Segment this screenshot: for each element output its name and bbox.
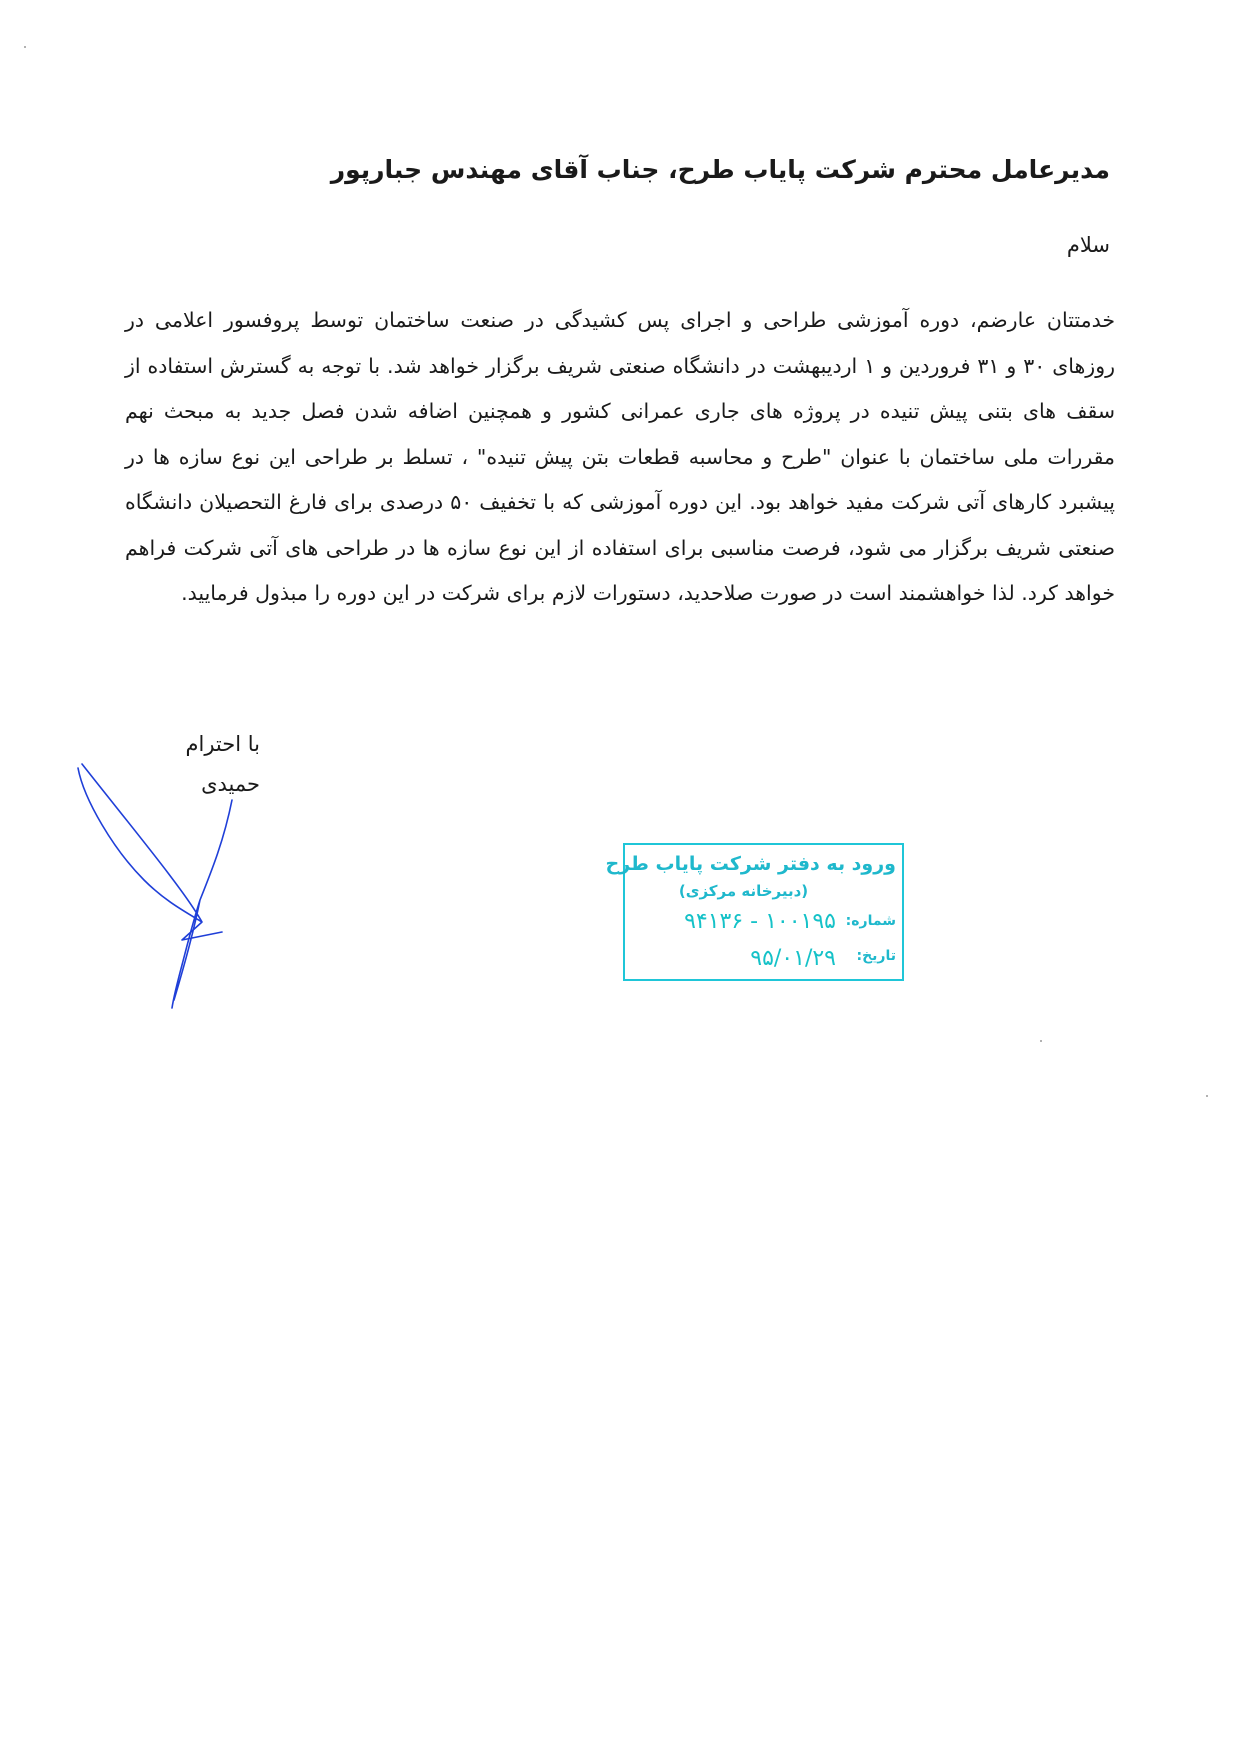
letter-body: خدمتتان عارضم، دوره آموزشی طراحی و اجرای پس کشیدگی در صنعت ساختمان توسط پروفسور اعلامی در روزهای ۳۰ و ۳۱ فروردین و ۱ اردیبهشت در دانشگاه صنعتی شریف برگزار خواهد شد. با توجه به گسترش استفاده از سقف های بتنی پیش تنیده در پروژه های جاری عمرانی کشور و همچنین اضافه شدن فصل جدید به مبحث نهم مقررات ملی ساختمان با عنوان "طرح و محاسبه قطعات بتن پیش تنیده" ، تسلط بر طراحی این نوع سازه ها در پیشبرد کارهای آتی شرکت مفید خواهد بود. این دوره آموزشی که با تخفیف ۵۰ درصدی برای فارغ التحصیلان دانشگاه صنعتی شریف برگزار می شود، فرصت مناسبی برای استفاده از این نوع سازه ها در طراحی های آتی شرکت فراهم خواهد کرد. لذا خواهشمند است در صورت صلاحدید، دستورات لازم برای شرکت در این دوره را مبذول فرمایید. [125,308,1115,605]
signature-stroke [78,764,232,1008]
salutation: سلام [1066,233,1110,257]
stamp-date-row [626,942,896,976]
stamp-number-label: شماره: [845,913,896,929]
stamp-date-label: تاریخ: [856,948,896,964]
stamp-date-value: ۹۵/۰۱/۲۹ [750,946,836,971]
stamp-title: ورود به دفتر شرکت پایاب طرح [605,853,896,875]
stamp-subtitle: (دبیرخانه مرکزی) [678,882,809,900]
scan-speck [24,46,26,48]
scan-speck [1206,1095,1208,1097]
registration-stamp [605,843,904,981]
stamp-number-row [626,907,896,941]
closing-phrase: با احترام [185,732,260,756]
scan-speck [1040,1040,1042,1042]
stamp-number-value: ۱۰۰۱۹۵ - ۹۴۱۳۶ [684,909,836,934]
handwritten-signature [74,760,244,1010]
signer-name: حمیدی [201,772,260,796]
letter-heading: مدیرعامل محترم شرکت پایاب طرح، جناب آقای مهندس جبارپور [330,155,1110,184]
